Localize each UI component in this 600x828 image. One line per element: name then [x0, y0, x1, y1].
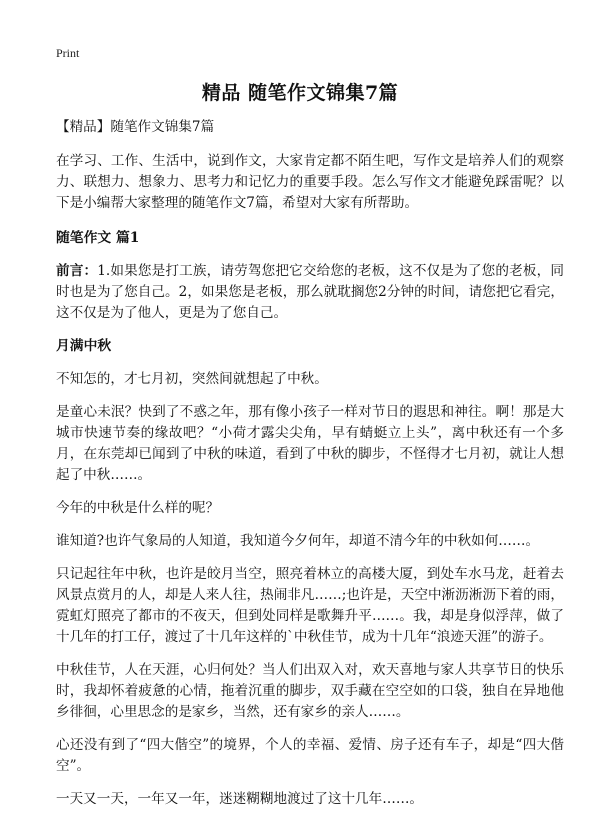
essay-paragraph: 谁知道?也许气象局的人知道，我知道今夕何年，却道不清今年的中秋如何……。 [56, 533, 540, 549]
document-subtitle: 【精品】随笔作文锦集7篇 [56, 119, 215, 135]
essay-paragraph: 中秋佳节，人在天涯，心归何处？当人们出双入对，欢天喜地与家人共享节日的快乐时，我却怀着疲惫的心情，拖着沉重的脚步，双手藏在空空如的口袋，独自在异地他乡徘徊，心里思念的是家乡，当然，还有家乡的亲人……。 [56, 662, 564, 720]
essay-paragraph: 一天又一天，一年又一年，迷迷糊糊地渡过了这十几年……。 [56, 791, 424, 807]
intro-paragraph: 在学习、工作、生活中，说到作文，大家肯定都不陌生吧，写作文是培养人们的观察力、联想力、想象力、思考力和记忆力的重要手段。怎么写作文才能避免踩雷呢？以下是小编帮大家整理的随笔作文7篇，希望对大家有所帮助。 [56, 153, 564, 211]
essay-paragraph: 心还没有到了“四大偕空”的境界，个人的幸福、爱情、房子还有车子，却是“四大偕空”。 [56, 737, 564, 774]
essay-paragraph: 是童心未泯？快到了不惑之年，那有像小孩子一样对节日的遐思和神往。啊！那是大城市快速节奏的缘故吧？“小荷才露尖尖角，早有蜻蜓立上头”，离中秋还有一个多月，在东莞却已闻到了中秋的味道，看到了中秋的脚步，不怪得才七月初，就让人想起了中秋……。 [56, 404, 564, 483]
document-title: 精品 随笔作文锦集7篇 [201, 82, 399, 104]
essay-title: 月满中秋 [56, 338, 112, 354]
preface-text: 1.如果您是打工族，请劳驾您把它交给您的老板，这不仅是为了您的老板，同时也是为了您自己。2，如果您是老板，那么就耽搁您2分钟的时间，请您把它看完，这不仅是为了他人，更是为了您自己。 [56, 263, 565, 321]
preface-paragraph [56, 261, 564, 324]
print-link[interactable]: Print [56, 46, 80, 60]
section-heading: 随笔作文 篇1 [56, 230, 140, 246]
document-body [56, 117, 564, 822]
essay-paragraph: 只记起往年中秋，也许是皎月当空，照亮着林立的高楼大厦，到处车水马龙，赶着去风景点赏月的人，却是人来人往，热闹非凡……;也许是，天空中淅沥淅沥下着的雨，霓虹灯照亮了都市的不夜天，但到处同样是歌舞升平……。我，却是身似浮萍，做了十几年的打工仔，渡过了十几年这样的`中秋佳节，成为十几年“浪迹天涯”的游子。 [56, 566, 564, 645]
essay-paragraph: 不知怎的，才七月初，突然间就想起了中秋。 [56, 371, 328, 387]
essay-paragraph: 今年的中秋是什么样的呢？ [56, 500, 220, 516]
preface-label: 前言： [56, 263, 98, 279]
